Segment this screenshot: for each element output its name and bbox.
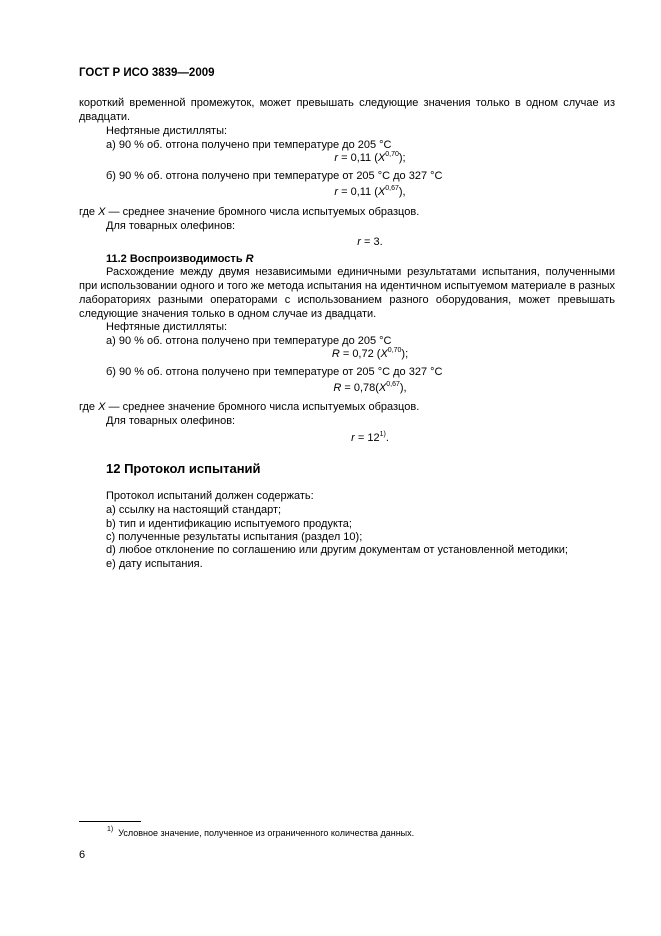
reproducibility-formula-b: $R = 0,78(X^{0,67})$, [333, 381, 407, 394]
reproducibility-case-b: б) 90 % об. отгона получено при температуре от 205 °С до 327 °С [106, 366, 443, 378]
reproducibility-formula-c: $r = 12^{1)}$. [351, 431, 389, 444]
repeatability-olefins-label: Для товарных олефинов: [106, 220, 236, 232]
reproducibility-body: Расхождение между двумя независимыми единичными результатами испытания, полученными при использовании одного и того же метода испытания на идентичном испытуемом материале в разных лабораториях разными операторами с использованием разного оборудования, может превышать следующие значения только в одном случае из двадцати. [79, 266, 615, 320]
reproducibility-formula-a: R = 0,72 $(X^{0,70})$; [331, 347, 409, 360]
list-item: c) полученные результаты испытания (раздел 10); [106, 531, 363, 543]
footnote-divider [79, 821, 141, 822]
test-report-intro: Протокол испытаний должен содержать: [106, 490, 314, 502]
repeatability-petroleum-label: Нефтяные дистилляты: [106, 125, 228, 137]
reproducibility-olefins-label: Для товарных олефинов: [106, 415, 236, 427]
repeatability-formula-b: r = 0,11 $(X^{0,67})$, [334, 185, 406, 198]
list-item: d) любое отклонение по соглашению или другим документам от установленной методики; [106, 544, 568, 556]
repeatability-case-a: а) 90 % об. отгона получено при температуре до 205 °С [106, 139, 392, 151]
list-item: e) дату испытания. [106, 558, 203, 570]
repeatability-where: где X — среднее значение бромного числа испытуемых образцов. [79, 206, 420, 218]
reproducibility-heading: 11.2 Воспроизводимость R [106, 253, 254, 265]
repeatability-case-b: б) 90 % об. отгона получено при температуре от 205 °С до 327 °С [106, 170, 443, 182]
repeatability-formula-a: r = 0,11 $(X^{0,70})$; [334, 151, 406, 164]
reproducibility-case-a: а) 90 % об. отгона получено при температуре до 205 °С [106, 335, 392, 347]
footnote: $^{1)}$ Условное значение, полученное из ограниченного количества данных. [107, 826, 415, 838]
document-header: ГОСТ Р ИСО 3839—2009 [79, 67, 215, 79]
list-item: b) тип и идентификацию испытуемого продукта; [106, 518, 352, 530]
list-item: a) ссылку на настоящий стандарт; [106, 504, 282, 516]
test-report-heading: 12 Протокол испытаний [106, 461, 261, 476]
repeatability-formula-c: r = 3. [357, 236, 383, 248]
repeatability-intro: короткий временной промежуток, может превышать следующие значения только в одном случае из двадцати. [79, 97, 615, 123]
reproducibility-where: где X — среднее значение бромного числа испытуемых образцов. [79, 401, 420, 413]
reproducibility-petroleum-label: Нефтяные дистилляты: [106, 321, 228, 333]
page-number: 6 [79, 849, 86, 861]
